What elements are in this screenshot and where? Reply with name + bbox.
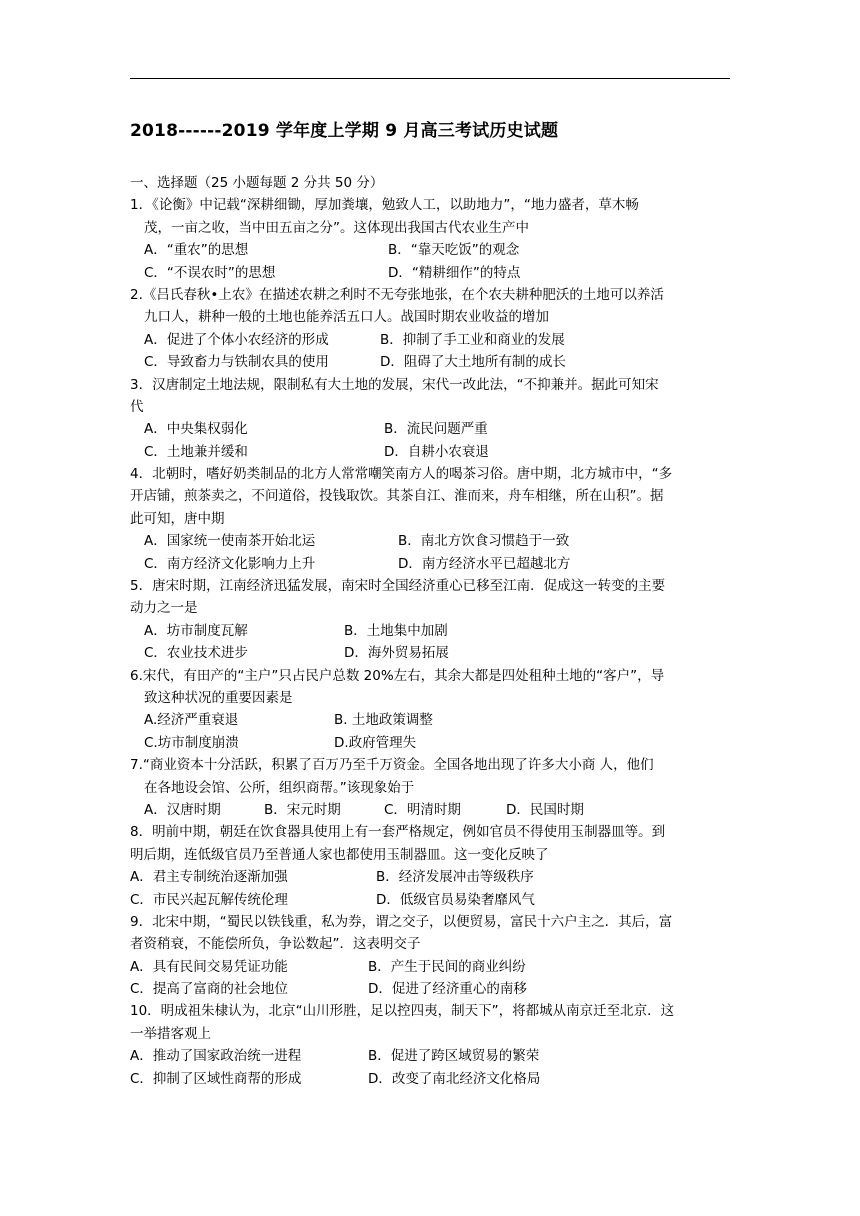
option-d: D．海外贸易拓展 — [344, 645, 449, 662]
question-3-stem: 代 — [130, 398, 144, 415]
option-d: D．改变了南北经济文化格局 — [368, 1070, 541, 1087]
option-d: D．“精耕细作”的特点 — [388, 264, 521, 281]
question-6-options — [130, 709, 732, 731]
question-10-options — [130, 1045, 732, 1067]
option-b: B．南北方饮食习惯趋于一致 — [398, 533, 570, 550]
option-c: C．抑制了区域性商帮的形成 — [130, 1070, 302, 1087]
option-c: C．农业技术进步 — [144, 645, 248, 662]
question-1-options — [130, 239, 732, 261]
option-c: C．“不误农时”的思想 — [144, 264, 276, 281]
option-c: C．提高了富商的社会地位 — [130, 981, 288, 998]
option-c: C．市民兴起瓦解传统伦理 — [130, 891, 288, 908]
option-a: A．促进了个体小农经济的形成 — [144, 331, 329, 348]
option-a: A．汉唐时期 — [144, 801, 221, 818]
question-5-stem: 5．唐宋时期，江南经济迅猛发展，南宋时全国经济重心已移至江南．促成这一转变的主要 — [130, 578, 666, 595]
question-10-options — [130, 1068, 732, 1090]
option-a: A.经济严重衰退 — [144, 712, 239, 729]
option-a: A．中央集权弱化 — [144, 421, 248, 438]
question-8-options — [130, 889, 732, 911]
question-9-options — [130, 978, 732, 1000]
question-4-options — [130, 530, 732, 552]
question-7-stem: 7.“商业资本十分活跃，积累了百万乃至千万资金。全国各地出现了许多大小商 人，他们 — [130, 757, 654, 774]
question-8-stem: 8．明前中期，朝廷在饮食器具使用上有一套严格规定，例如官员不得使用玉制器皿等。到 — [130, 824, 666, 841]
question-2-options — [130, 351, 732, 373]
question-9-options — [130, 956, 732, 978]
question-10-stem: 一举措客观上 — [130, 1025, 211, 1042]
question-1-stem: 茂，一亩之收，当中田五亩之分”。这体现出我国古代农业生产中 — [144, 219, 529, 236]
option-d: D．阻碍了大土地所有制的成长 — [380, 354, 566, 371]
option-c: C.坊市制度崩溃 — [144, 734, 239, 751]
question-3-options — [130, 441, 732, 463]
option-a: A．君主专制统治逐渐加强 — [130, 869, 288, 886]
question-3-stem: 3．汉唐制定土地法规，限制私有大土地的发展，宋代一改此法，“不抑兼并。据此可知宋 — [130, 376, 659, 393]
question-2-stem: 九口人，耕种一般的土地也能养活五口人。战国时期农业收益的增加 — [144, 309, 549, 326]
option-c: C．明清时期 — [384, 801, 461, 818]
option-c: C．南方经济文化影响力上升 — [144, 555, 316, 572]
option-b: B. 土地政策调整 — [334, 712, 433, 729]
option-b: B．宋元时期 — [264, 801, 341, 818]
question-2-options — [130, 329, 732, 351]
option-b: B．土地集中加剧 — [344, 622, 448, 639]
question-9-stem: 者资稍衰，不能偿所负，争讼数起”．这表明交子 — [130, 936, 421, 953]
option-a: A．坊市制度瓦解 — [144, 622, 248, 639]
question-5-options — [130, 642, 732, 664]
question-5-stem: 动力之一是 — [130, 600, 198, 617]
option-b: B．促进了跨区域贸易的繁荣 — [368, 1048, 540, 1065]
question-9-stem: 9．北宋中期，“蜀民以铁钱重，私为券，谓之交子，以便贸易，富民十六户主之．其后，富 — [130, 913, 673, 930]
option-d: D．促进了经济重心的南移 — [368, 981, 527, 998]
option-a: A．“重农”的思想 — [144, 242, 249, 259]
section-heading: 一、选择题（25 小题每题 2 分共 50 分） — [130, 175, 384, 191]
option-b: B．产生于民间的商业纠纷 — [368, 958, 526, 975]
question-5-options — [130, 620, 732, 642]
exam-title: 2018------2019 学年度上学期 9 月高三考试历史试题 — [130, 121, 559, 141]
option-d: D.政府管理失 — [334, 734, 417, 751]
question-6-options — [130, 732, 732, 754]
question-4-stem: 此可知，唐中期 — [130, 510, 225, 527]
question-4-stem: 4．北朝时，嗜好奶类制品的北方人常常嘲笑南方人的喝茶习俗。唐中期，北方城市中，“多 — [130, 466, 673, 483]
option-b: B．流民问题严重 — [384, 421, 488, 438]
question-8-stem: 明后期，连低级官员乃至普通人家也都使用玉制器皿。这一变化反映了 — [130, 846, 549, 863]
header-rule — [130, 78, 730, 79]
question-8-options — [130, 866, 732, 888]
question-2-stem: 2.《吕氏春秋•上农》在描述农耕之利时不无夸张地张，在个农夫耕种肥沃的土地可以养活 — [130, 286, 664, 303]
option-c: C．导致畜力与铁制农具的使用 — [144, 354, 329, 371]
option-a: A．具有民间交易凭证功能 — [130, 958, 288, 975]
option-b: B．“靠天吃饭”的观念 — [388, 242, 520, 259]
option-a: A．推动了国家政治统一进程 — [130, 1048, 302, 1065]
question-1-options — [130, 262, 732, 284]
question-3-options — [130, 418, 732, 440]
option-a: A．国家统一使南茶开始北运 — [144, 533, 316, 550]
question-7-options — [130, 799, 732, 821]
question-1-stem: 1．《论衡》中记载“深耕细锄，厚加粪壤，勉致人工，以助地力”，“地力盛者，草木畅 — [130, 197, 639, 214]
option-d: D．低级官员易染奢靡风气 — [376, 891, 535, 908]
question-4-stem: 开店铺，煎茶卖之，不问道俗，投钱取饮。其茶自江、淮而来，舟车相继，所在山积”。据 — [130, 488, 664, 505]
question-6-stem: 6.宋代，有田产的“主户”只占民户总数 20%左右，其余大都是四处租种土地的“客户”，导 — [130, 667, 665, 684]
question-10-stem: 10．明成祖朱棣认为，北京“山川形胜，足以控四夷，制天下”，将都城从南京迁至北京．这 — [130, 1003, 675, 1020]
option-b: B．抑制了手工业和商业的发展 — [380, 331, 565, 348]
option-d: D．自耕小农衰退 — [384, 443, 489, 460]
question-4-options — [130, 553, 732, 575]
option-d: D．南方经济水平已超越北方 — [398, 555, 571, 572]
question-6-stem: 致这种状况的重要因素是 — [144, 689, 293, 706]
exam-body — [130, 172, 732, 1090]
question-7-stem: 在各地设会馆、公所，组织商帮。”该现象始于 — [144, 779, 415, 796]
option-b: B．经济发展冲击等级秩序 — [376, 869, 534, 886]
option-c: C．土地兼并缓和 — [144, 443, 248, 460]
option-d: D．民国时期 — [506, 801, 584, 818]
